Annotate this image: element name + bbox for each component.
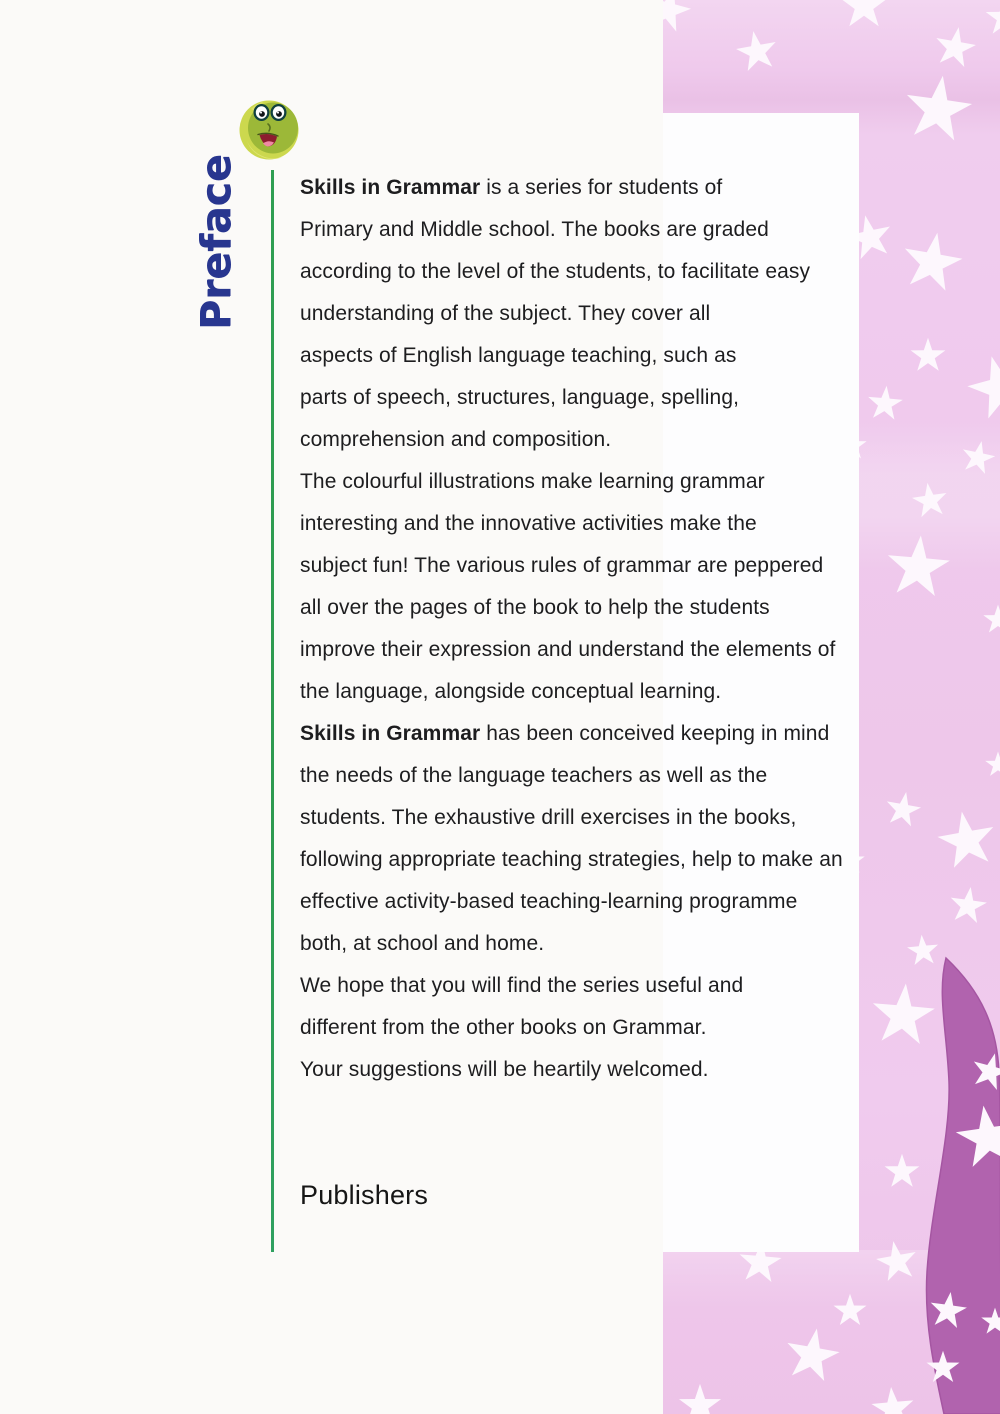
body-text-line: the needs of the language teachers as well as the <box>300 764 768 787</box>
star-icon <box>870 1386 916 1414</box>
star-icon <box>884 534 952 602</box>
page-title: Preface <box>192 154 240 330</box>
star-icon <box>909 337 947 375</box>
star-icon <box>783 1327 841 1385</box>
preface-body-text <box>300 167 875 1091</box>
body-text-line: Primary and Middle school. The books are graded <box>300 218 769 241</box>
star-icon <box>984 0 1000 38</box>
body-text-line: different from the other books on Grammar. <box>300 1016 707 1039</box>
body-text-line: parts of speech, structures, language, spelling, <box>300 386 740 409</box>
star-icon <box>933 26 977 70</box>
body-text-line: understanding of the subject. They cover all <box>300 302 711 325</box>
star-icon <box>875 1240 919 1284</box>
star-icon <box>911 482 949 520</box>
body-text-line: effective activity-based teaching-learning programme <box>300 890 798 913</box>
star-icon <box>663 0 692 34</box>
star-icon <box>677 1383 723 1414</box>
body-text-line: the language, alongside conceptual learning. <box>300 680 722 703</box>
star-icon <box>735 30 779 74</box>
body-text-line: both, at school and home. <box>300 932 545 955</box>
body-text-line: following appropriate teaching strategies, help to make an <box>300 848 843 871</box>
star-icon <box>984 751 1000 779</box>
star-icon <box>925 1350 961 1386</box>
body-text-line: students. The exhaustive drill exercises in the books, <box>300 806 797 829</box>
star-icon <box>869 982 937 1050</box>
body-text-line: improve their expression and understand the elements of <box>300 638 836 661</box>
tennis-ball-mascot-icon <box>237 97 301 161</box>
body-text-line: Skills in Grammar has been conceived keeping in mind <box>300 722 830 745</box>
body-text-line: subject fun! The various rules of grammar are peppered <box>300 554 824 577</box>
body-text-line: Your suggestions will be heartily welcomed. <box>300 1058 709 1081</box>
body-text-line: comprehension and composition. <box>300 428 612 451</box>
body-text-line: The colourful illustrations make learning grammar <box>300 470 765 493</box>
star-icon <box>883 1153 921 1191</box>
body-text-line: We hope that you will find the series useful and <box>300 974 744 997</box>
star-icon <box>982 604 1000 636</box>
star-icon <box>960 440 996 476</box>
body-text-line: interesting and the innovative activities make the <box>300 512 757 535</box>
star-icon <box>954 1104 1000 1172</box>
body-text-line: according to the level of the students, to facilitate easy <box>300 260 811 283</box>
star-icon <box>970 1052 1000 1092</box>
star-icon <box>838 0 890 32</box>
star-icon <box>832 1293 868 1329</box>
star-icon <box>906 934 940 968</box>
star-icon <box>966 354 1000 422</box>
star-icon <box>928 1291 968 1331</box>
publishers-signature: Publishers <box>300 1180 429 1210</box>
star-icon <box>936 810 998 872</box>
star-icon <box>948 886 988 926</box>
body-text-line: aspects of English language teaching, such as <box>300 344 737 367</box>
body-text-line: all over the pages of the book to help the students <box>300 596 770 619</box>
body-text-line: Skills in Grammar is a series for students of <box>300 176 723 199</box>
vertical-divider-line <box>271 170 274 1252</box>
star-icon <box>884 791 922 829</box>
star-icon <box>902 74 974 146</box>
star-icon <box>900 231 964 295</box>
star-icon <box>980 1307 1000 1337</box>
